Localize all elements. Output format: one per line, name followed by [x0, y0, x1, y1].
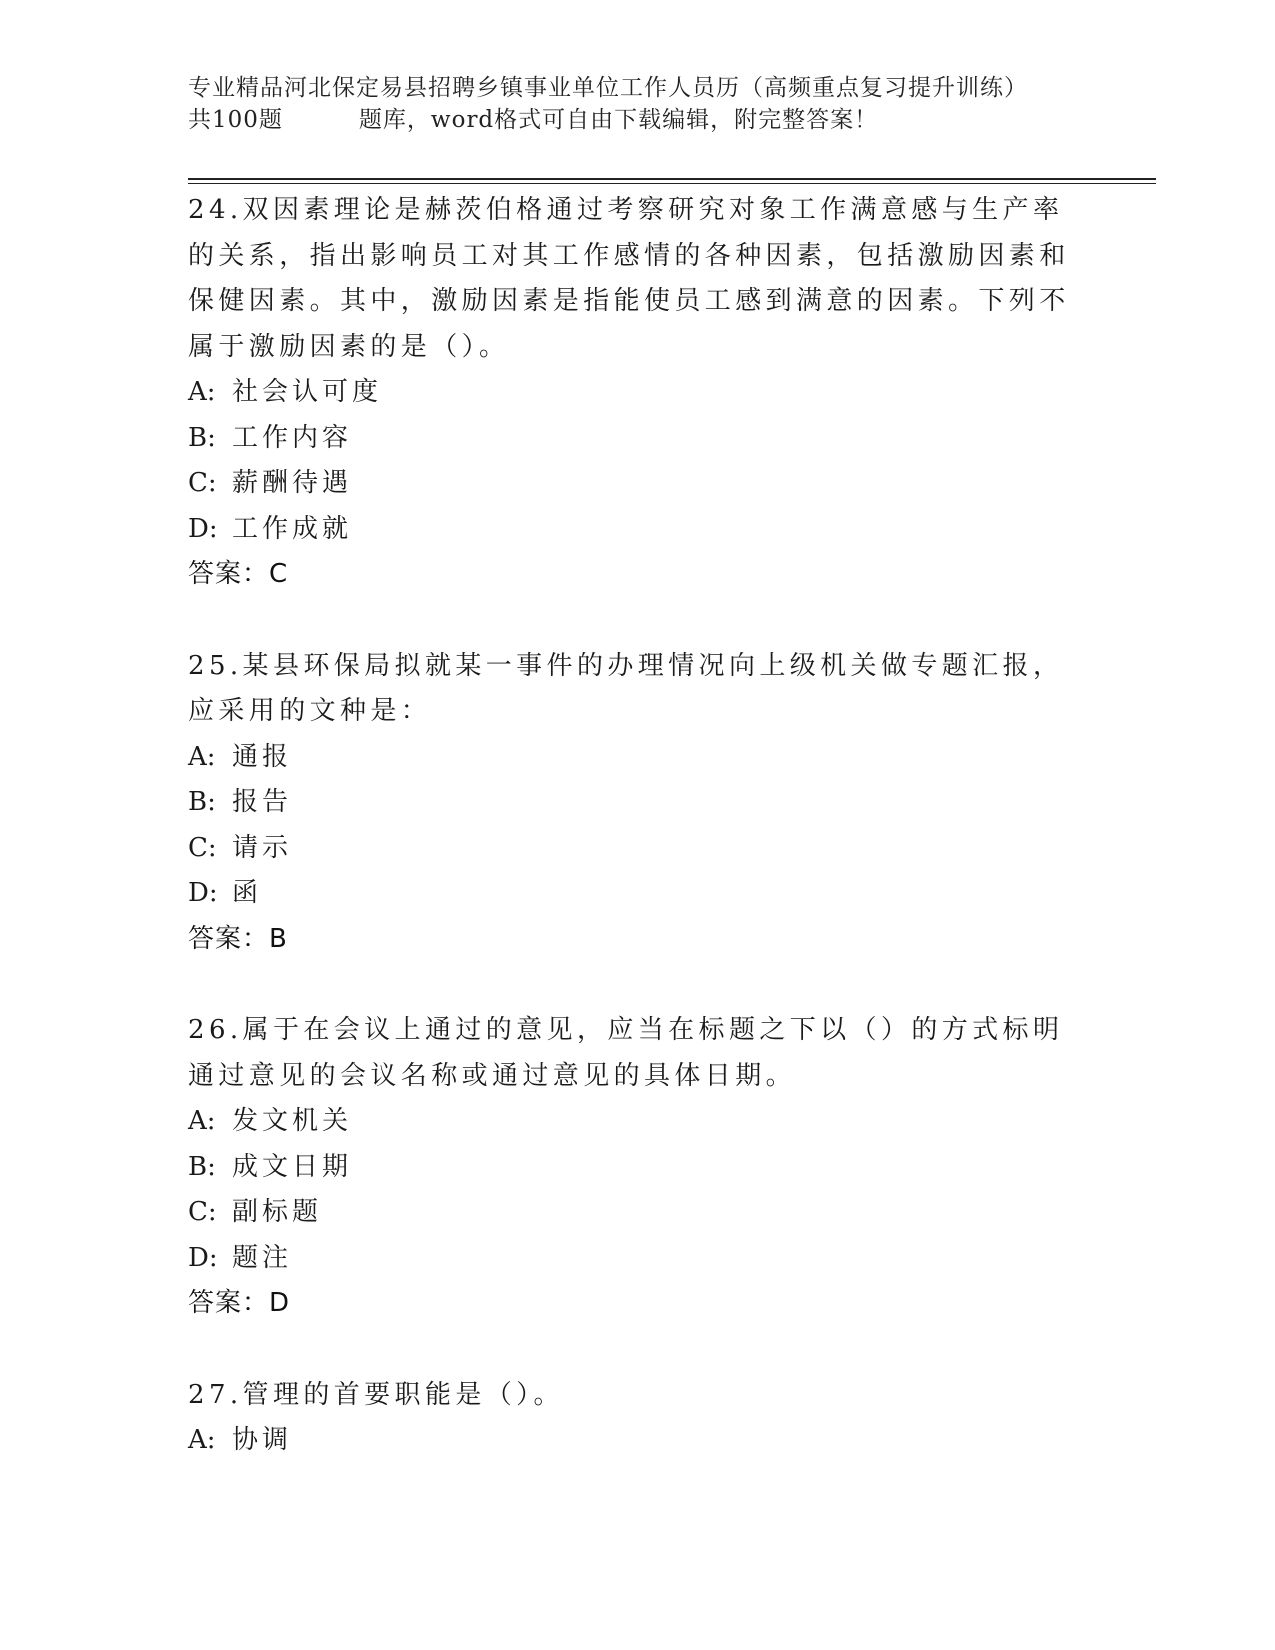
- option-key: D:: [188, 1242, 218, 1273]
- option-key: B:: [188, 787, 216, 817]
- question-24: [188, 188, 1088, 598]
- question-27: [188, 1373, 1088, 1464]
- header-subtitle-line: [188, 104, 1168, 136]
- option-d: [188, 1236, 1088, 1282]
- header-question-count: 共100题: [188, 107, 283, 133]
- option-key: A:: [188, 1106, 216, 1136]
- option-text: 发文机关: [232, 1106, 353, 1136]
- option-key: C:: [188, 832, 217, 863]
- option-a: [188, 1418, 1088, 1464]
- option-text: 报告: [232, 787, 293, 817]
- question-list: [188, 188, 1088, 1510]
- question-stem: 24.双因素理论是赫茨伯格通过考察研究对象工作满意感与生产率的关系，指出影响员工对其工作感情的各种因素，包括激励因素和保健因素。其中，激励因素是指能使员工感到满意的因素。下列不属于激励因素的是（）。: [188, 195, 1070, 362]
- option-b: [188, 416, 1088, 462]
- option-a: [188, 735, 1088, 781]
- option-c: [188, 1190, 1088, 1236]
- header-description: 题库，word格式可自由下载编辑，附完整答案！: [358, 107, 879, 133]
- option-key: C:: [188, 468, 217, 498]
- option-text: 通报: [232, 741, 293, 772]
- option-key: D:: [188, 513, 218, 544]
- option-a: [188, 1099, 1088, 1145]
- question-25: [188, 644, 1088, 963]
- option-text: 函: [232, 878, 263, 908]
- header-title-line: 专业精品河北保定易县招聘乡镇事业单位工作人员历（高频重点复习提升训练）: [188, 75, 1028, 101]
- option-d: [188, 507, 1088, 553]
- option-d: [188, 871, 1088, 917]
- option-key: A:: [188, 741, 216, 772]
- question-stem: 27.管理的首要职能是（）。: [188, 1379, 564, 1410]
- option-text: 副标题: [232, 1197, 323, 1227]
- option-b: [188, 1145, 1088, 1191]
- option-key: B:: [188, 1151, 216, 1182]
- option-key: A:: [188, 377, 216, 407]
- header-divider-thin: [188, 183, 1156, 184]
- option-text: 工作内容: [232, 422, 353, 453]
- option-text: 社会认可度: [232, 377, 383, 407]
- document-header: [188, 72, 1168, 136]
- option-a: [188, 370, 1088, 416]
- option-text: 协调: [232, 1425, 293, 1455]
- option-key: C:: [188, 1197, 217, 1227]
- question-26: [188, 1008, 1088, 1327]
- option-c: [188, 461, 1088, 507]
- answer-line: 答案：D: [188, 1288, 291, 1318]
- option-c: [188, 826, 1088, 872]
- question-stem: 26.属于在会议上通过的意见，应当在标题之下以（）的方式标明通过意见的会议名称或通过意见的具体日期。: [188, 1015, 1064, 1091]
- option-text: 工作成就: [232, 513, 353, 544]
- answer-line: 答案：C: [188, 559, 289, 589]
- question-stem: 25.某县环保局拟就某一事件的办理情况向上级机关做专题汇报，应采用的文种是：: [188, 650, 1064, 726]
- option-text: 题注: [232, 1242, 293, 1273]
- option-key: D:: [188, 878, 218, 908]
- option-text: 成文日期: [232, 1151, 353, 1182]
- option-key: B:: [188, 422, 216, 453]
- option-key: A:: [188, 1425, 216, 1455]
- header-divider-thick: [188, 178, 1156, 180]
- option-text: 请示: [232, 832, 293, 863]
- option-text: 薪酬待遇: [232, 468, 353, 498]
- option-b: [188, 780, 1088, 826]
- answer-line: 答案：B: [188, 923, 288, 954]
